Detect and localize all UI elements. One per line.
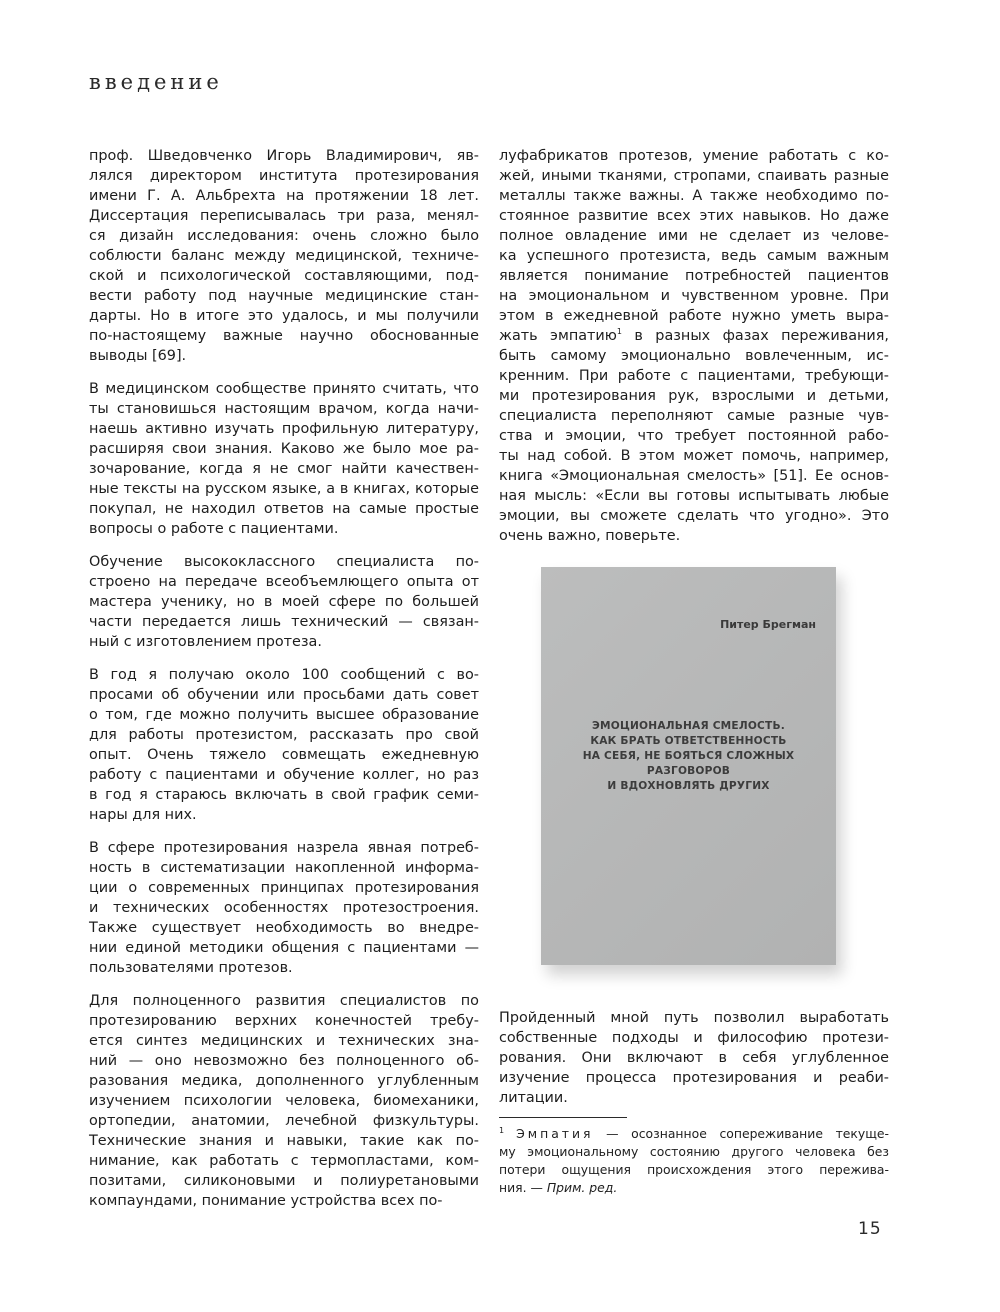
paragraph [89, 146, 479, 366]
text-line: расширяя свои знания. Каково же было мое ра- [89, 441, 479, 457]
book-title-line: РАЗГОВОРОВ [646, 765, 731, 777]
text-span: жать эмпатию [499, 328, 617, 344]
text-line: ортопедии, анатомии, лечебной физкультуры. [89, 1113, 479, 1129]
paragraph [89, 665, 479, 825]
text-line [499, 326, 889, 346]
text-line: зочарование, когда я не смог найти качествен- [89, 461, 479, 477]
text-line: специалиста переполняют самые разные чув- [499, 408, 889, 424]
book-author: Питер Брегман [720, 618, 816, 631]
text-line: изучением психологии человека, биомеханики, [89, 1093, 479, 1109]
book-title-line: НА СЕБЯ, НЕ БОЯТЬСЯ СЛОЖНЫХ [582, 750, 795, 762]
text-line: ты над собой. В этом может помочь, например, [499, 448, 889, 464]
text-line: ные тексты на русском языке, а в книгах, которые [89, 481, 479, 497]
paragraph [499, 146, 889, 546]
text-line: Пройденный мной путь позволил выработать [499, 1010, 889, 1026]
text-line: нимание, как работать с термопластами, ком- [89, 1153, 479, 1169]
footnote-reference[interactable]: 1 [616, 327, 622, 337]
text-line: в год я стараюсь включать в свой график семи- [89, 787, 479, 803]
text-line: Также существует необходимость во внедре- [89, 920, 479, 936]
text-span: в разных фазах переживания, [622, 328, 890, 344]
text-line: по-настоящему важные научно обоснованные [89, 328, 479, 344]
text-line: разования медика, дополненного углубленным [89, 1073, 479, 1089]
text-line: кренним. При работе с пациентами, требующи- [499, 368, 889, 384]
text-line: лялся директором института протезирования [89, 168, 479, 184]
text-line: строено на передаче всеобъемлющего опыта от [89, 574, 479, 590]
text-line: нии единой методики общения с пациентами — [89, 940, 479, 956]
paragraph [89, 379, 479, 539]
text-line: металлы также важны. А также необходимо по- [499, 188, 889, 204]
text-line: луфабрикатов протезов, умение работать с ко- [499, 148, 889, 164]
text-line: вопросы о работе с пациентами. [89, 521, 339, 537]
text-line: опыт. Очень тяжело совмещать ежедневную [89, 747, 479, 763]
text-line: мастера ученику, но в моей сфере по большей [89, 594, 479, 610]
paragraph [89, 838, 479, 978]
footnote-line [499, 1179, 889, 1197]
text-line: быть самому эмоционально вовлеченным, ис- [499, 348, 889, 364]
page-number: 15 [858, 1219, 882, 1239]
text-line: этом в ежедневной работе нужно уметь выра- [499, 308, 889, 324]
text-line: для работы протезистом, рассказать про свой [89, 727, 479, 743]
paragraph [89, 552, 479, 652]
text-line: наешь активно изучать профильную литературу, [89, 421, 479, 437]
text-line: ная мысль: «Если вы готовы испытывать любые [499, 488, 889, 504]
text-line: ется синтез медицинских и технических зна- [89, 1033, 479, 1049]
footnote-text: ния. — [499, 1180, 547, 1196]
footnote-line: му эмоциональному состоянию другого человека без [499, 1144, 889, 1160]
book-title-line: ЭМОЦИОНАЛЬНАЯ СМЕЛОСТЬ. [592, 720, 785, 732]
book-title-line: И ВДОХНОВЛЯТЬ ДРУГИХ [607, 780, 770, 792]
text-line: на эмоциональном и чувственном уровне. При [499, 288, 889, 304]
text-line: выводы [69]. [89, 348, 187, 364]
text-line: является понимание потребностей пациентов [499, 268, 889, 284]
text-line: литации. [499, 1090, 568, 1106]
text-line: части передается лишь технический — связан- [89, 614, 479, 630]
text-line: просами об обучении или просьбами дать совет [89, 687, 479, 703]
text-line: ции о современных принципах протезирования [89, 880, 479, 896]
right-column [499, 146, 889, 559]
text-line: ний — оно невозможно без полноценного об- [89, 1053, 479, 1069]
text-line: В сфере протезирования назрела явная потреб- [89, 840, 479, 856]
text-line: жей, иными тканями, стропами, спаивать разные [499, 168, 889, 184]
text-line: ный с изготовлением протеза. [89, 634, 322, 650]
text-line: позитами, силиконовыми и полиуретановыми [89, 1173, 479, 1189]
book-title-line: КАК БРАТЬ ОТВЕТСТВЕННОСТЬ [590, 735, 787, 747]
text-line: ты становишься настоящим врачом, когда начи- [89, 401, 479, 417]
text-line: книга «Эмоциональная смелость» [51]. Ее основ- [499, 468, 889, 484]
text-line: имени Г. А. Альбрехта на протяжении 18 лет. [89, 188, 479, 204]
text-line: собственные подходы и философию протези- [499, 1030, 889, 1046]
text-line: Для полноценного развития специалистов по [89, 993, 479, 1009]
text-line: стоянное развитие всех этих навыков. Но даже [499, 208, 889, 224]
footnote-line [499, 1122, 889, 1143]
text-line: о том, где можно получить высшее образование [89, 707, 479, 723]
text-line: Технические знания и навыки, такие как по- [89, 1133, 479, 1149]
text-line: соблюсти баланс между медицинской, техниче- [89, 248, 479, 264]
text-line: изучение процесса протезирования и реаби- [499, 1070, 889, 1086]
text-line: Обучение высококлассного специалиста по- [89, 554, 479, 570]
text-line: ся дизайн исследования: очень сложно было [89, 228, 479, 244]
text-line: полное овладение ими не сделает из челове- [499, 228, 889, 244]
text-line: проф. Шведовченко Игорь Владимирович, яв- [89, 148, 479, 164]
text-line: Диссертация переписывалась три раза, менял- [89, 208, 479, 224]
book-cover-image [541, 567, 836, 965]
text-line: пользователями протезов. [89, 960, 293, 976]
text-line: дарты. Но в итоге это удалось, и мы получили [89, 308, 479, 324]
text-line: ской и психологической составляющими, под- [89, 268, 479, 284]
footnote-line: потери ощущения происхождения этого пережива- [499, 1162, 889, 1178]
text-line: ства и эмоции, что требует постоянной рабо- [499, 428, 889, 444]
paragraph [89, 991, 479, 1211]
text-line: ка успешного протезиста, ведь самым важным [499, 248, 889, 264]
footnote-term: Эмпатия [516, 1126, 594, 1142]
text-line: вести работу под научные медицинские стан- [89, 288, 479, 304]
footnote [499, 1122, 889, 1197]
text-line: очень важно, поверьте. [499, 528, 681, 544]
footnote-text: — осознанное сопереживание текуще- [593, 1126, 889, 1142]
text-line: ми протезирования рук, взрослыми и детьми, [499, 388, 889, 404]
paragraph [499, 1008, 889, 1108]
text-line: компаундами, понимание устройства всех по- [89, 1193, 443, 1209]
text-line: нары для них. [89, 807, 197, 823]
text-line: В год я получаю около 100 сообщений с во- [89, 667, 479, 683]
text-line: и технических особенностях протезостроения. [89, 900, 479, 916]
text-line: В медицинском сообществе принято считать, что [89, 381, 479, 397]
footnote-divider [499, 1117, 627, 1118]
text-line: рования. Они включают в себя углубленное [499, 1050, 889, 1066]
text-line: ность в систематизации накопленной информа- [89, 860, 479, 876]
text-line: покупал, не находил ответов на самые простые [89, 501, 479, 517]
left-column [89, 146, 479, 1224]
text-line: протезированию верхних конечностей требу- [89, 1013, 479, 1029]
text-line: эмоции, вы сможете сделать что угодно». Это [499, 508, 889, 524]
footnote-marker: 1 [499, 1126, 505, 1135]
section-title: введение [89, 70, 223, 94]
editor-note: Прим. ред. [546, 1180, 618, 1196]
book-title [541, 719, 836, 794]
text-line: работу с пациентами и обучение коллег, но раз [89, 767, 479, 783]
